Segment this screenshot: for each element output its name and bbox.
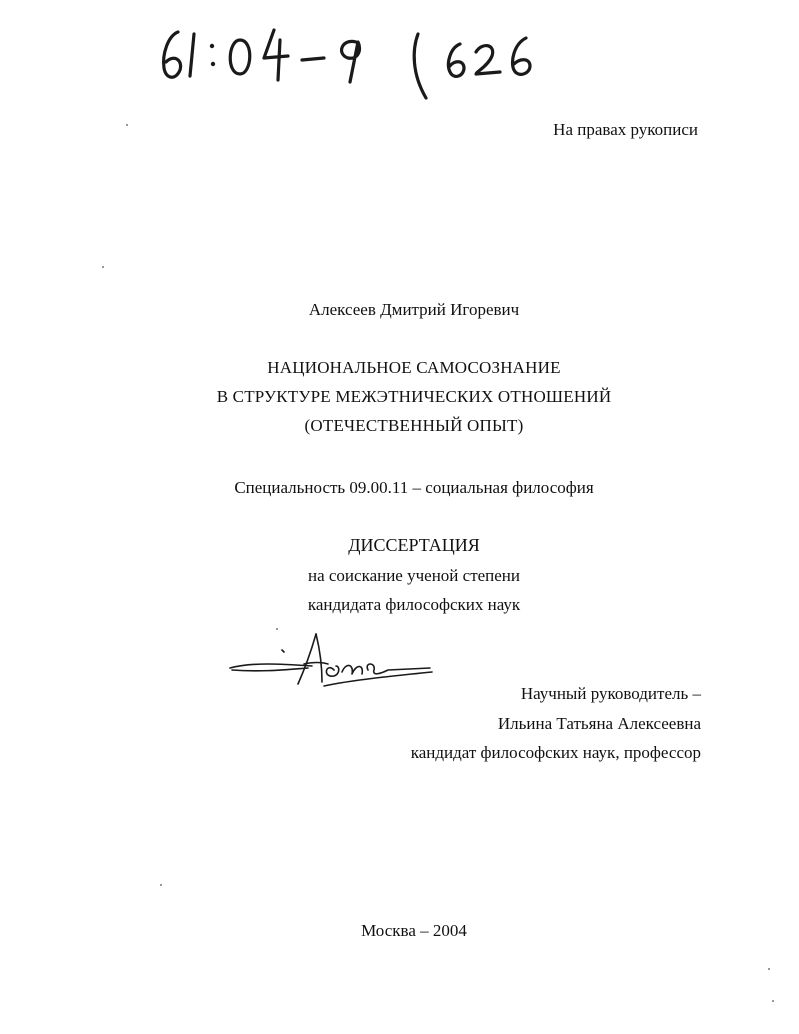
- document-type: ДИССЕРТАЦИЯ: [348, 535, 480, 555]
- thesis-title-line-2: В СТРУКТУРЕ МЕЖЭТНИЧЕСКИХ ОТНОШЕНИЙ: [216, 387, 612, 406]
- supervisor-name: Ильина Татьяна Алексеевна: [497, 714, 701, 733]
- supervisor-title: кандидат философских наук, профессор: [410, 743, 701, 762]
- rights-notice: На правах рукописи: [553, 120, 698, 139]
- scan-speck: [126, 124, 128, 126]
- thesis-title-line-3: (ОТЕЧЕСТВЕННЫЙ ОПЫТ): [304, 416, 524, 435]
- specialty-line: Специальность 09.00.11 – социальная философия: [234, 478, 594, 497]
- city-year: Москва – 2004: [361, 921, 467, 940]
- degree-line-2: кандидата философских наук: [307, 595, 521, 614]
- scan-speck: [772, 1000, 774, 1002]
- author-name: Алексеев Дмитрий Игоревич: [308, 300, 520, 319]
- scan-speck: [276, 628, 278, 630]
- thesis-title-line-1: НАЦИОНАЛЬНОЕ САМОСОЗНАНИЕ: [267, 358, 561, 377]
- author-signature: [222, 626, 442, 706]
- scan-speck: [102, 266, 104, 268]
- supervisor-label: Научный руководитель –: [520, 684, 701, 703]
- degree-line-1: на соискание ученой степени: [307, 566, 521, 585]
- handwritten-archive-code: [150, 10, 570, 105]
- scan-speck: [768, 968, 770, 970]
- scan-speck: [160, 884, 162, 886]
